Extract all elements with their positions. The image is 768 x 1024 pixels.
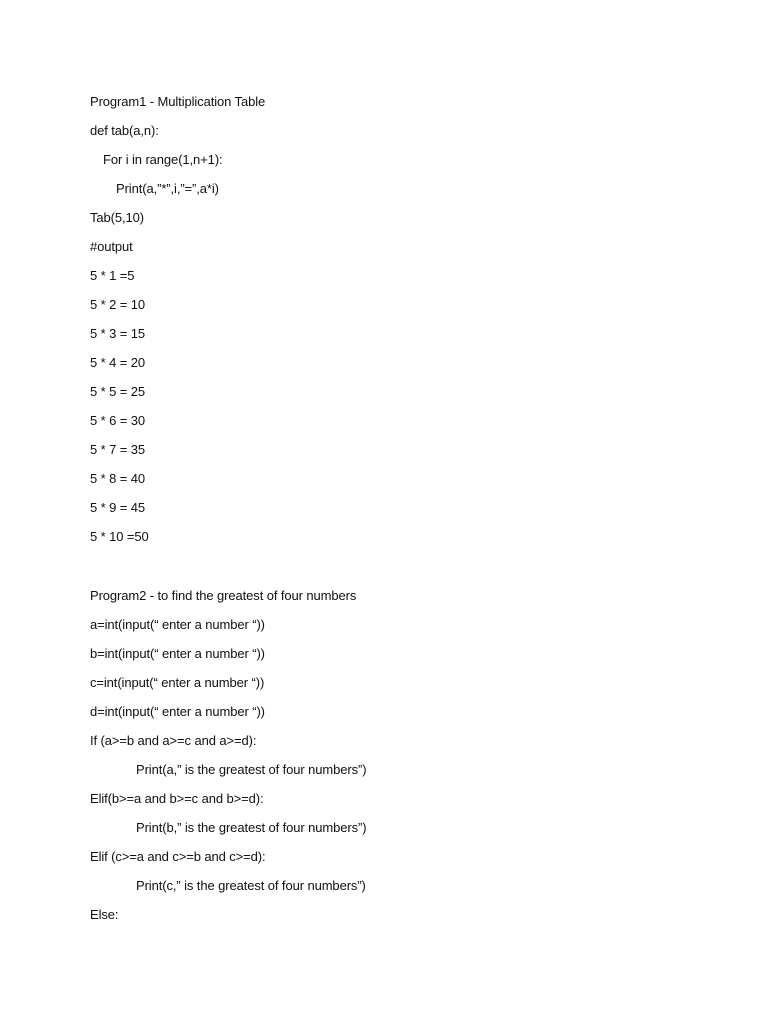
output-line: 5 * 7 = 35 bbox=[90, 442, 146, 457]
output-line: 5 * 6 = 30 bbox=[90, 413, 146, 428]
code-line: Elif (c>=a and c>=b and c>=d): bbox=[90, 849, 266, 864]
code-line: b=int(input(“ enter a number “)) bbox=[90, 646, 265, 661]
code-line: c=int(input(“ enter a number “)) bbox=[90, 675, 265, 690]
code-line: Elif(b>=a and b>=c and b>=d): bbox=[90, 791, 264, 806]
code-line: Print(a,”*”,i,”=”,a*i) bbox=[116, 181, 219, 196]
code-line: #output bbox=[90, 239, 133, 254]
output-line: 5 * 3 = 15 bbox=[90, 326, 146, 341]
output-line: 5 * 5 = 25 bbox=[90, 384, 146, 399]
code-line: If (a>=b and a>=c and a>=d): bbox=[90, 733, 257, 748]
output-line: 5 * 2 = 10 bbox=[90, 297, 146, 312]
output-line: 5 * 9 = 45 bbox=[90, 500, 146, 515]
code-line: Print(c,” is the greatest of four numbers”) bbox=[136, 878, 366, 893]
code-line: For i in range(1,n+1): bbox=[103, 152, 223, 167]
program2-title: Program2 - to find the greatest of four numbers bbox=[90, 588, 357, 603]
code-line: a=int(input(“ enter a number “)) bbox=[90, 617, 265, 632]
code-line: Print(b,” is the greatest of four numbers”) bbox=[136, 820, 367, 835]
code-line: d=int(input(“ enter a number “)) bbox=[90, 704, 265, 719]
code-line: Tab(5,10) bbox=[90, 210, 145, 225]
code-line: def tab(a,n): bbox=[90, 123, 159, 138]
program1-title: Program1 - Multiplication Table bbox=[90, 94, 266, 109]
output-line: 5 * 8 = 40 bbox=[90, 471, 146, 486]
code-line: Print(a,” is the greatest of four numbers”) bbox=[136, 762, 367, 777]
output-line: 5 * 1 =5 bbox=[90, 268, 135, 283]
output-line: 5 * 10 =50 bbox=[90, 529, 149, 544]
code-line: Else: bbox=[90, 907, 119, 922]
output-line: 5 * 4 = 20 bbox=[90, 355, 146, 370]
